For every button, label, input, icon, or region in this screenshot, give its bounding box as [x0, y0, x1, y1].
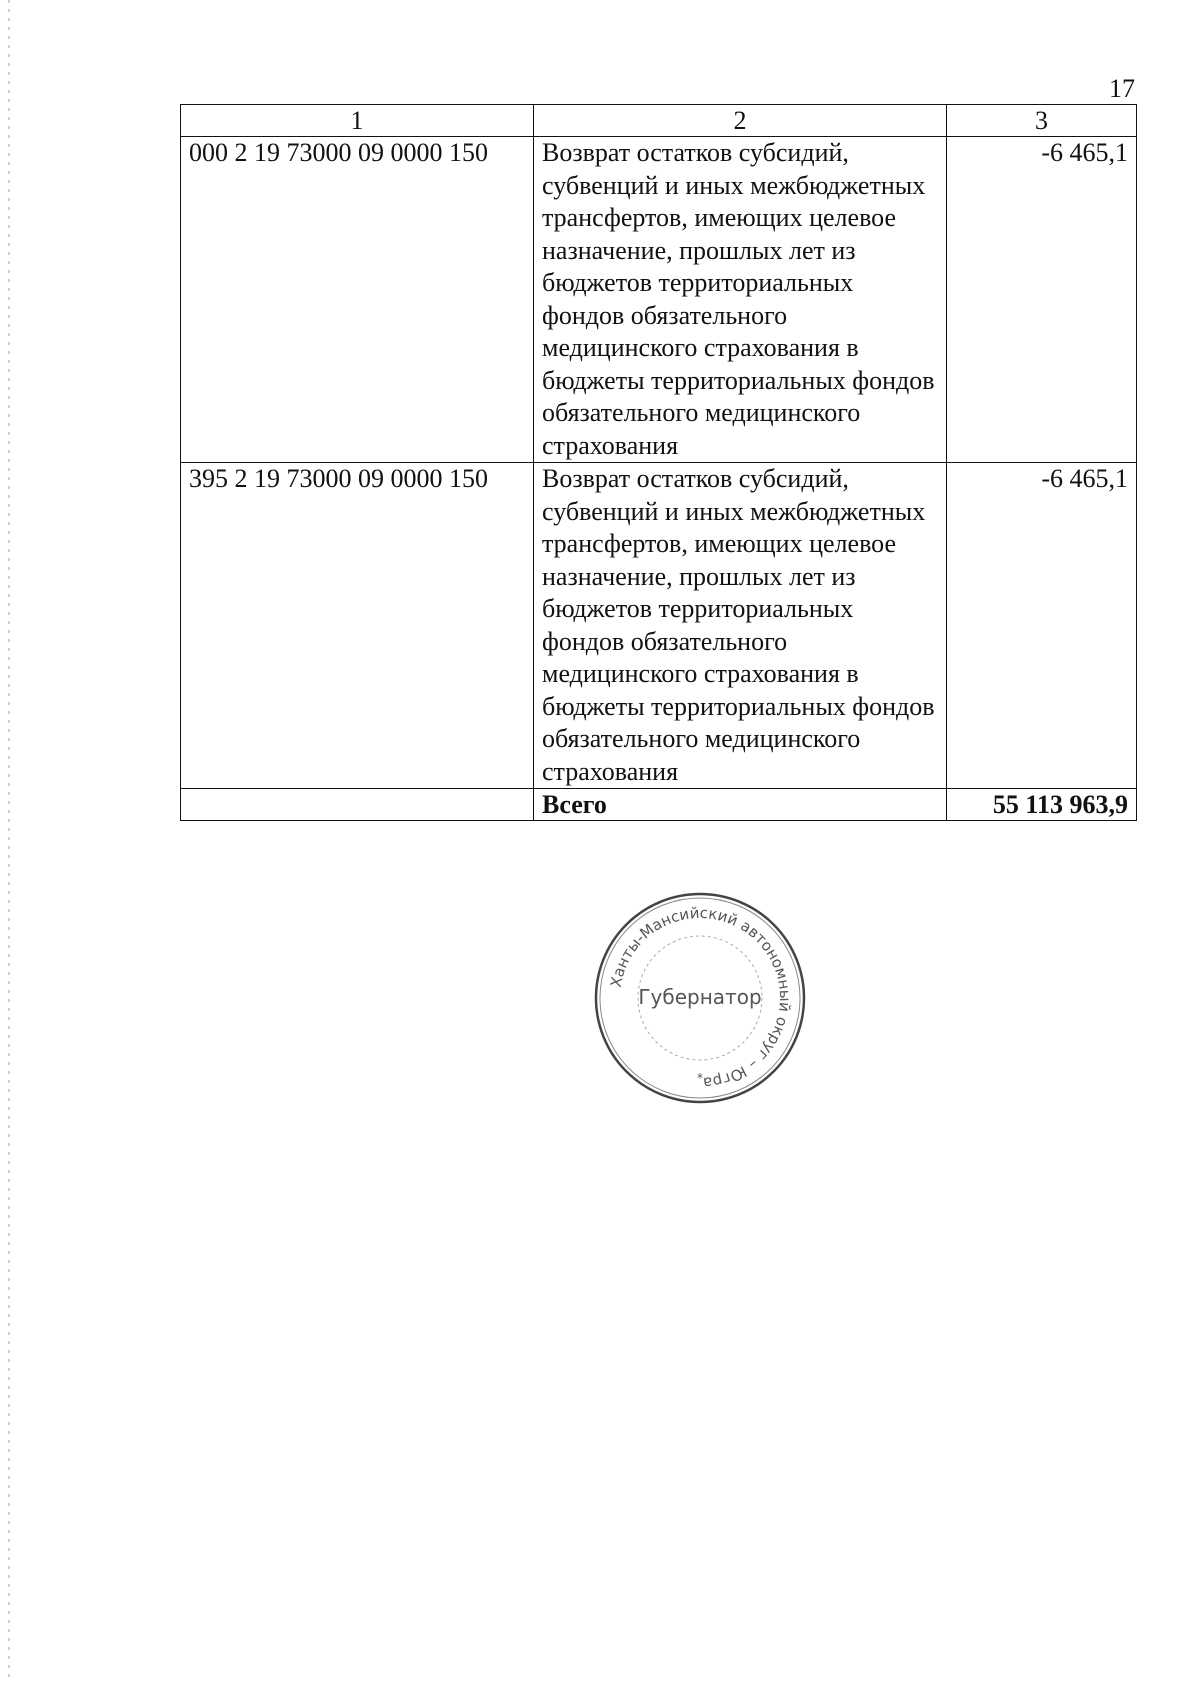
scan-edge-line	[8, 0, 10, 1683]
description-cell: Возврат остатков субсидий, субвенций и иных межбюджетных трансфертов, имеющих целевое назначение, прошлых лет из бюджетов территориальных фондов обязательного медицинского страхования в бюджеты территориальных фондов обязательного медицинского страхования	[534, 463, 947, 789]
budget-code-cell: 000 2 19 73000 09 0000 150	[181, 137, 534, 463]
budget-table	[180, 104, 1137, 821]
seal-graphic	[590, 888, 810, 1108]
table-row	[181, 137, 1137, 463]
total-amount: 55 113 963,9	[947, 789, 1137, 821]
table-header-row	[181, 105, 1137, 137]
table-row	[181, 463, 1137, 789]
total-label: Всего	[534, 789, 947, 821]
amount-cell: -6 465,1	[947, 137, 1137, 463]
amount-cell: -6 465,1	[947, 463, 1137, 789]
total-row	[181, 789, 1137, 821]
column-header-3: 3	[947, 105, 1137, 137]
page-number: 17	[1109, 74, 1135, 103]
seal-center-text: Губернатор	[638, 985, 762, 1009]
governor-seal	[590, 888, 810, 1108]
budget-code-cell: 395 2 19 73000 09 0000 150	[181, 463, 534, 789]
total-code-cell	[181, 789, 534, 821]
column-header-2: 2	[534, 105, 947, 137]
seal-star-icon: *	[697, 1071, 703, 1085]
description-cell: Возврат остатков субсидий, субвенций и иных межбюджетных трансфертов, имеющих целевое назначение, прошлых лет из бюджетов территориальных фондов обязательного медицинского страхования в бюджеты территориальных фондов обязательного медицинского страхования	[534, 137, 947, 463]
column-header-1: 1	[181, 105, 534, 137]
seal-ring-text: Ханты-Мансийский автономный округ – Югра	[606, 903, 795, 1093]
